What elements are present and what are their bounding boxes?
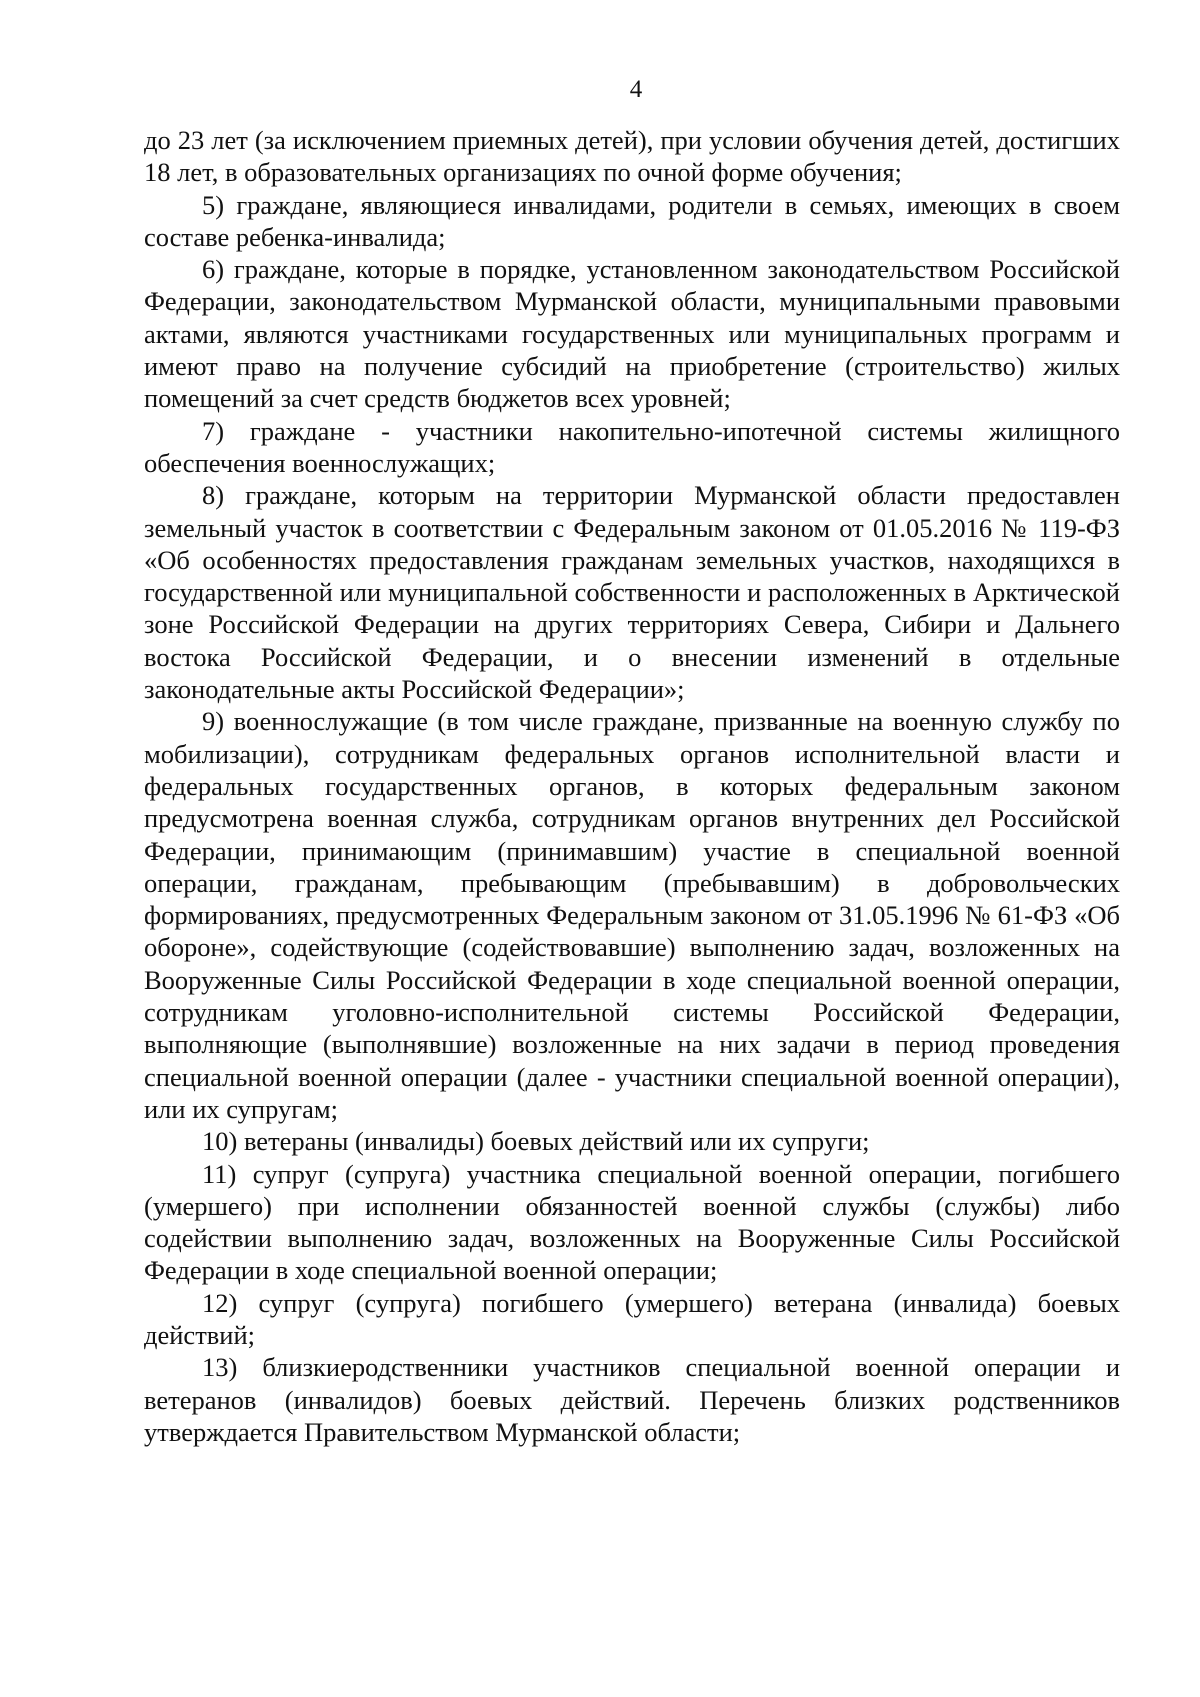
list-item-6: 6) граждане, которые в порядке, установленном законодательством Российской Федерации, законодательством Мурманской области, муниципальными правовыми актами, являются участниками государственных или муниципальных программ и имеют право на получение субсидий на приобретение (строительство) жилых помещений за счет средств бюджетов всех уровней; [144,254,1120,414]
list-item-12: 12) супруг (супруга) погибшего (умершего) ветерана (инвалида) боевых действий; [144,1287,1120,1350]
page-number: 4 [629,76,643,103]
list-item-8: 8) граждане, которым на территории Мурманской области предоставлен земельный участок в соответствии с Федеральным законом от 01.05.2016 № 119-ФЗ «Об особенностях предоставления гражданам земельных участков, находящихся в государственной или муниципальной собственности и расположенных в Арктической зоне Российской Федерации на других территориях Севера, Сибири и Дальнего востока Российской Федерации, и о внесении изменений в отдельные законодательные акты Российской Федерации»; [144,480,1120,705]
document-body [144,124,1120,1448]
list-item-7: 7) граждане - участники накопительно-ипотечной системы жилищного обеспечения военнослужащих; [144,415,1120,478]
paragraph-continuation: до 23 лет (за исключением приемных детей), при условии обучения детей, достигших 18 лет, в образовательных организациях по очной форме обучения; [144,125,1120,188]
list-item-13: 13) близкиеродственники участников специальной военной операции и ветеранов (инвалидов) боевых действий. Перечень близких родственников утверждается Правительством Мурманской области; [144,1352,1120,1447]
list-item-9: 9) военнослужащие (в том числе граждане, призванные на военную службу по мобилизации), сотрудникам федеральных органов исполнительной власти и федеральных государственных органов, в которых федеральным законом предусмотрена военная служба, сотрудникам органов внутренних дел Российской Федерации, принимающим (принимавшим) участие в специальной военной операции, гражданам, пребывающим (пребывавшим) в добровольческих формированиях, предусмотренных Федеральным законом от 31.05.1996 № 61-ФЗ «Об обороне», содействующие (содействовавшие) выполнению задач, возложенных на Вооруженные Силы Российской Федерации в ходе специальной военной операции, сотрудникам уголовно-исполнительной системы Российской Федерации, выполняющие (выполнявшие) возложенные на них задачи в период проведения специальной военной операции (далее - участники специальной военной операции), или их супругам; [144,706,1120,1124]
list-item-10: 10) ветераны (инвалиды) боевых действий или их супруги; [202,1126,870,1157]
list-item-5: 5) граждане, являющиеся инвалидами, родители в семьях, имеющих в своем составе ребенка-инвалида; [144,189,1120,252]
list-item-11: 11) супруг (супруга) участника специальной военной операции, погибшего (умершего) при исполнении обязанностей военной службы (службы) либо содействии выполнению задач, возложенных на Вооруженные Силы Российской Федерации в ходе специальной военной операции; [144,1158,1120,1286]
